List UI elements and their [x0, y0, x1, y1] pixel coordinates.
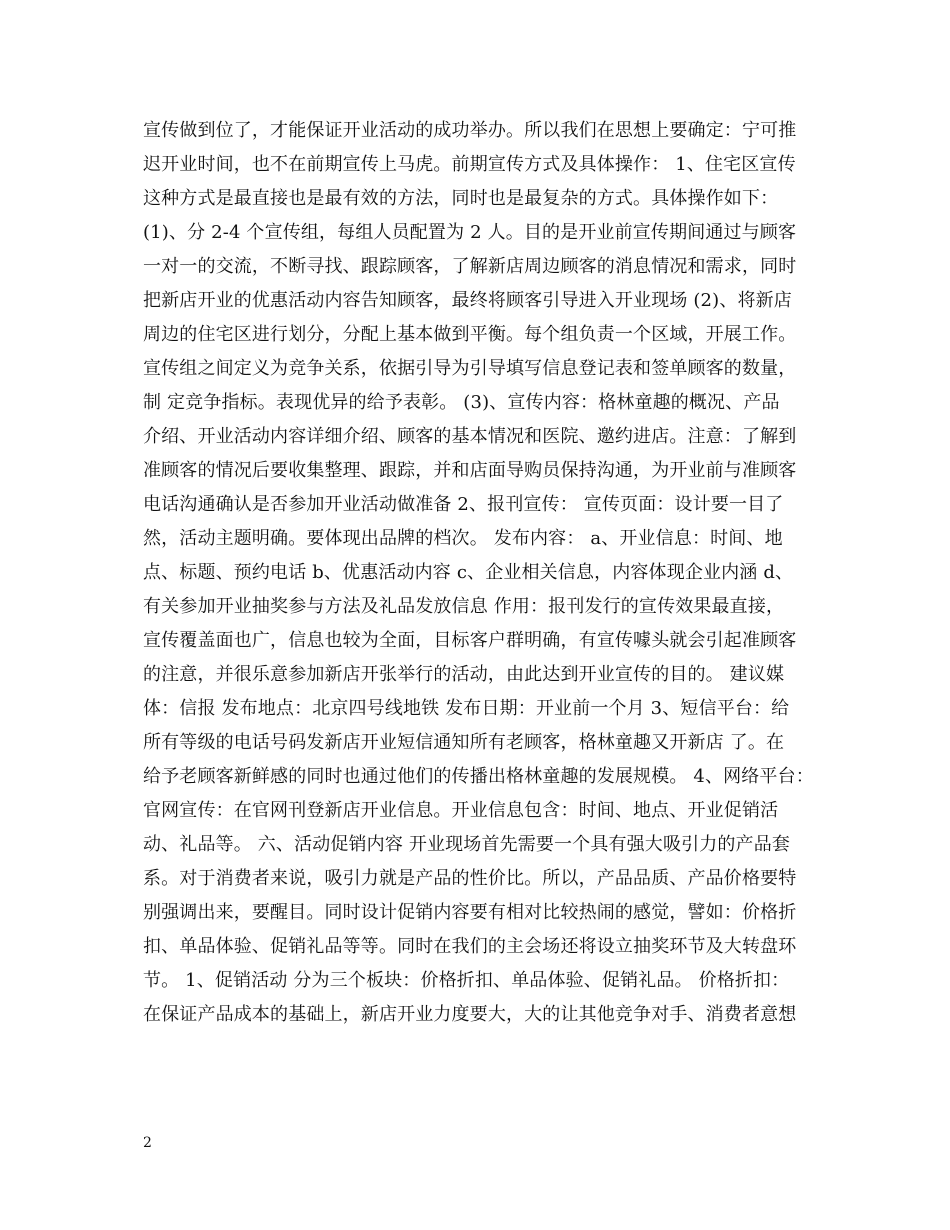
text-line: 节。 1、促销活动 分为三个板块：价格折扣、单品体验、促销礼品。 价格折扣： [143, 970, 790, 991]
text-line: 点、标题、预约电话 b、优惠活动内容 c、企业相关信息，内容体现企业内涵 d、 [143, 562, 794, 583]
text-line: 这种方式是最直接也是最有效的方法，同时也是最复杂的方式。具体操作如下： [143, 188, 779, 209]
text-line: 官网宣传：在官网刊登新店开业信息。开业信息包含：时间、地点、开业促销活 [143, 800, 779, 821]
text-line: 介绍、开业活动内容详细介绍、顾客的基本情况和医院、邀约进店。注意：了解到 [143, 426, 797, 447]
body-text [143, 114, 843, 1032]
text-line: 在保证产品成本的基础上，新店开业力度要大，大的让其他竞争对手、消费者意想 [143, 1004, 797, 1025]
text-line: 周边的住宅区进行划分，分配上基本做到平衡。每个组负责一个区域，开展工作。 [143, 324, 797, 345]
text-line: 有关参加开业抽奖参与方法及礼品发放信息 作用：报刊发行的宣传效果最直接， [143, 596, 785, 617]
text-line: 扣、单品体验、促销礼品等等。同时在我们的主会场还将设立抽奖环节及大转盘环 [143, 936, 797, 957]
text-line: 电话沟通确认是否参加开业活动做准备 2、报刊宣传： 宣传页面：设计要一目了 [143, 494, 784, 515]
text-line: 制 定竞争指标。表现优异的给予表彰。 (3)、宣传内容：格林童趣的概况、产品 [143, 392, 780, 413]
text-line: 迟开业时间，也不在前期宣传上马虎。前期宣传方式及具体操作： 1、住宅区宣传 [143, 154, 796, 175]
text-line: (1)、分 2-4 个宣传组，每组人员配置为 2 人。目的是开业前宣传期间通过与顾客 [143, 222, 797, 243]
text-line: 动、礼品等。 六、活动促销内容 开业现场首先需要一个具有强大吸引力的产品套 [143, 834, 790, 855]
text-line: 的注意，并很乐意参加新店开张举行的活动，由此达到开业宣传的目的。 建议媒 [143, 664, 785, 685]
text-line: 给予老顾客新鲜感的同时也通过他们的传播出格林童趣的发展规模。 4、网络平台： [143, 766, 814, 787]
text-line: 体：信报 发布地点：北京四号线地铁 发布日期：开业前一个月 3、短信平台：给 [143, 698, 790, 719]
text-line: 准顾客的情况后要收集整理、跟踪，并和店面导购员保持沟通，为开业前与准顾客 [143, 460, 797, 481]
text-line: 系。对于消费者来说，吸引力就是产品的性价比。所以，产品品质、产品价格要特 [143, 868, 797, 889]
text-line: 宣传覆盖面也广，信息也较为全面，目标客户群明确，有宣传噱头就会引起准顾客 [143, 630, 797, 651]
text-line: 宣传组之间定义为竞争关系，依据引导为引导填写信息登记表和签单顾客的数量， [143, 358, 797, 379]
text-line: 然，活动主题明确。要体现出品牌的档次。 发布内容： a、开业信息：时间、地 [143, 528, 783, 549]
text-line: 一对一的交流，不断寻找、跟踪顾客，了解新店周边顾客的消息情况和需求，同时 [143, 256, 797, 277]
text-line: 宣传做到位了，才能保证开业活动的成功举办。所以我们在思想上要确定：宁可推 [143, 120, 797, 141]
text-line: 所有等级的电话号码发新店开业短信通知所有老顾客，格林童趣又开新店 了。在 [143, 732, 785, 753]
text-line: 把新店开业的优惠活动内容告知顾客，最终将顾客引导进入开业现场 (2)、将新店 [143, 290, 792, 311]
text-line: 别强调出来，要醒目。同时设计促销内容要有相对比较热闹的感觉，譬如：价格折 [143, 902, 797, 923]
page-number: 2 [143, 1135, 152, 1151]
